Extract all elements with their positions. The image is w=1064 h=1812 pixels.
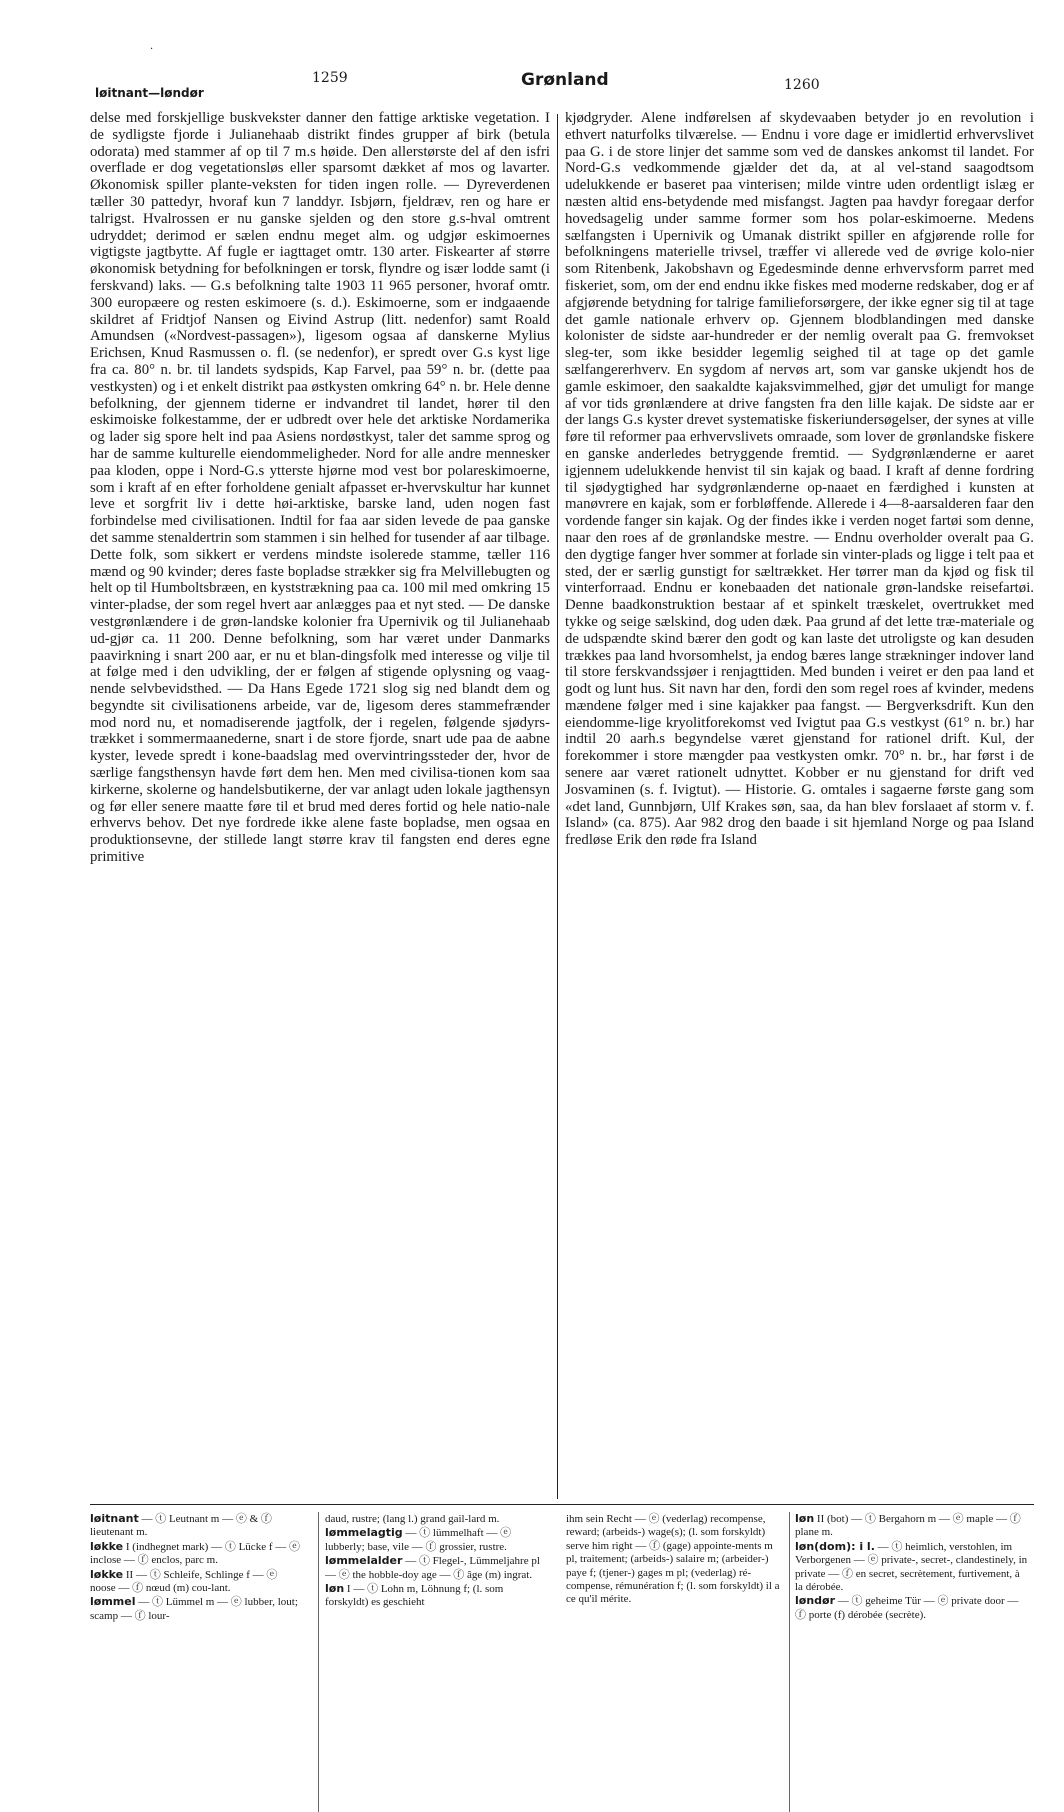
- glossary-entry: lømmelagtig — ⓣ lümmelhaft — ⓔ lubberly; base, vile — ⓕ grossier, rustre.: [325, 1526, 512, 1553]
- article-text-right: kjødgryder. Alene indførelsen af skydevaaben betyder jo en revolution i ethvert naturfolks tilværelse. — Endnu i vore dage er imidlertid erhvervslivet paa G. i de store linjer det samme som ved de danskes ankomst til landet. For Nord-G.s vedkommende gjælder det da, at al vel-stand saagodtsom udelukkende er baseret paa vinterisen; milde vintre uden ordentligt islæg er næsten altid ens-betydende med misfangst. Jagten paa havdyr foregaar derfor hovedsagelig under samme former som hos polar-eskimoerne. Medens sælfangsten i Upernivik og Umanak distrikt spiller en afgjørende rolle for befolkningens materielle trivsel, træffer vi allerede ved de øvrige kolo-nier som Ritenbenk, Jakobshavn og Egedesminde denne erhvervsform parret med fiskeriet, som, om der end endnu ikke fiskes med moderne redskaber, dog er af afgjørende betydning for talrige familieforsørgere, der ikke egner sig til at tage det gamle nationale erhverv op. Gjennem blodblandingen med danske kolonister de sidste aar-hundreder er der nemlig overalt paa G. fremvokset sleg-ter, som ikke besidder legemlig seighed til at tage op det gamle sælfangererhverv. En sygdom af nervøs art, som var ganske ukjendt hos de gamle eskimoer, den saakaldte kajaksvimmelhed, gjør det umuligt for mange af vor tids grønlændere at drive fangsten fra den lille kajak. De sidste aar er der langs G.s kyster drevet systematiske fiskeriundersøgelser, der synes at ville føre til reformer paa erhvervslivets omraade, som lover de grønlandske fiskere en ganske anderledes betryggende fremtid. — Sydgrønlænderne er aaret igjennem udelukkende henvist til sin kajak og baad. I kraft af denne fordring til sjødygtighed har sydgrønlænderne op-naaet en færdighed i kunsten at manøvrere en kajak, som er forbløffende. Allerede i 4—8-aarsalderen faar den vordende fanger sin kajak. Og der findes ikke i verden noget fartøi som denne, naar den roes af de grønlandske mestre. — Endnu overholder overalt paa G. den dygtige fanger hver sommer at forlade sin vinter-plads og ligge i telt paa et sted, der er særlig gunstigt for sæltrækket. Her tørrer man da kjød og fisk til vinterforraad. Endnu er konebaaden det nationale grøn-landske reisefartøi. Denne baadkonstruktion bestaar af et spinkelt træskelet, overtrukket med tykke og seige sælskind, dog uden dæk. Paa grund af det lette træ-materiale og de udspændte skind bærer den godt og kan laste det utroligste og kan desuden trækkes paa land hvorsomhelst, ja endog bæres lange strækninger indover land til store ferskvandssjøer i renjagttiden. Med bunden i veiret er den paa land et godt og lunt hus. Sit navn har den, fordi den som regel roes af kvinder, medens mændene følger med i sine kajakker paa fangst. — Bergverksdrift. Kun den eiendomme-lige kryolitforekomst ved Ivigtut paa G.s vestkyst (61° n. br.) har indtil 20 aarh.s begyndelse været gjenstand for rationel drift. Kul, der forekommer i store mængder paa vestkysten omkr. 70° n. br., har først i de senere aar været rationelt udnyttet. Kobber er nu gjenstand for drift ved Josvaminen (s. f. Ivigtut). — Historie. G. omtales i sagaerne første gang som «det land, Gunnbjørn, Ulf Krakes søn, saa, da han blev forslaaet af storm v. f. Island» (ca. 875). Aar 982 drog den baade i sit hjemland Norge og paa Island fredløse Erik den røde fra Island: [565, 110, 1034, 849]
- glossary-entry: løkke I (indhegnet mark) — ⓣ Lücke f — ⓔ inclose — ⓕ enclos, parc m.: [90, 1539, 300, 1567]
- glossary-entry: løndør — ⓣ geheime Tür — ⓔ private door — ⓕ porte (f) dérobée (secrète).: [795, 1594, 1019, 1621]
- page-number-left: 1259: [312, 70, 348, 86]
- speck-mark: ·: [150, 44, 154, 55]
- glossary-entry: ihm sein Recht — ⓔ (vederlag) recompense, reward; (arbeids-) wage(s); (l. som forskyldt) serve him right — ⓕ (gage) appointe-ments m pl, traitement; (arbeids-) salaire m; (arbeider-) paye f; (tjener-) gages m pl; (vederlag) ré-compense, rémunération f; (l. som forskyldt) il a ce qu'il mérite.: [566, 1513, 780, 1606]
- glossary-column-1: [90, 1512, 300, 1623]
- glossary-entry: daud, rustre; (lang l.) grand gail-lard m.: [325, 1513, 500, 1525]
- glossary-entry: lømmelalder — ⓣ Flegel-, Lümmeljahre pl — ⓔ the hobble-doy age — ⓕ âge (m) ingrat.: [325, 1554, 540, 1581]
- left-column: [90, 110, 550, 1505]
- glossary-entry: løn II (bot) — ⓣ Bergahorn m — ⓔ maple — ⓕ plane m.: [795, 1512, 1021, 1539]
- glossary-column-4: [795, 1512, 1030, 1622]
- glossary-entry: lømmel — ⓣ Lümmel m — ⓔ lubber, lout; scamp — ⓕ lour-: [90, 1595, 298, 1622]
- glossary-entry: løn(dom): i l. — ⓣ heimlich, verstohlen, im Verborgenen — ⓔ private-, secret-, clandestinely, in private — ⓕ en secret, secrètement, furtivement, à la dérobée.: [795, 1539, 1028, 1594]
- footer-divider: [90, 1504, 1034, 1505]
- glossary-column-2: [325, 1512, 545, 1610]
- page-number-right: 1260: [784, 77, 820, 93]
- right-column: [565, 110, 1034, 1505]
- column-divider: [557, 114, 558, 1499]
- article-text-left: delse med forskjellige buskvekster danner den fattige arktiske vegetation. I de sydligste fjorde i Julianehaab distrikt findes grupper af birk (betula odorata) med stammer af op til 7 m.s høide. Den allerstørste del af den isfri overflade er dog vegetationsløs eller sparsomt dækket af mos og lavarter. Økonomisk spiller plante-veksten for tiden ingen rolle. — Dyreverdenen tæller 30 pattedyr, hvoraf kun 7 landdyr. Isbjørn, fjeldræv, ren og hare er talrigst. Hvalrossen er nu ganske sjelden og den store g.s-hval omtrent udryddet; derimod er sælen endnu meget alm. og udgjør eskimoernes vigtigste jagtbytte. Af fugle er iagttaget omtr. 130 arter. Fiskearter af større økonomisk betydning for befolkningen er torsk, flyndre og især lodde samt (i ferskvand) laks. — G.s befolkning talte 1903 11 965 personer, hvoraf omtr. 300 europæere og resten eskimoere (s. d.). Eskimoerne, som er indgaaende skildret af Fridtjof Nansen og Eivind Astrup (litt. nedenfor) samt Roald Amundsen («Nordvest-passagen»), ligesom ogsaa af danskerne Mylius Erichsen, Knud Rasmussen o. fl. (se nedenfor), er spredt over G.s kyst lige fra ca. 80° n. br. til landets sydspids, Kap Farvel, paa 59° n. br. (dette paa vestkysten) og i et enkelt distrikt paa østkysten omkring 64° n. br. Hele denne befolkning, der gjennem tiderne er indvandret til landet, hører til den eskimoiske folkestamme, der er udbredt over hele det arktiske Nordamerika og lader sig spore helt ind paa Asiens nordøstkyst, taler det samme sprog og har de samme kulturelle eiendommeligheder. Nord for alle andre mennesker paa kloden, oppe i Nord-G.s ytterste hjørne mod vest bor polareskimoerne, som i kraft af en efter forholdene genialt afpasset er-hvervskultur har kunnet leve et sorgfrit liv i dette høi-arktiske, barske land, uden nogen fast forbindelse med civilisationen. Indtil for faa aar siden levede de paa ganske det samme stenaldertrin som stammen i sin helhed for tusender af aar tilbage. Dette folk, som sikkert er verdens mindste isolerede stamme, tæller 116 mænd og 90 kvinder; deres faste bopladse strækker sig fra Melvillebugten og helt op til Humboltsbræen, en kyststrækning paa ca. 100 mil med omkring 15 vinter-pladse, der som regel hvert aar anlægges paa et nyt sted. — De danske vestgrønlændere i de grøn-landske kolonier fra Upernivik og til Julianehaab ud-gjør ca. 11 200. Denne befolkning, som har været under Danmarks paavirkning i snart 200 aar, er nu et blan-dingsfolk med interesse og vilje til at følge med i den udvikling, der er følgen af stigende oplysning og vaag-nende selvbevidsthed. — Da Hans Egede 1721 slog sig ned blandt dem og begyndte sit civilisationens arbeide, var de, ligesom deres stammefrænder mod nord nu, et nomadiserende jagtfolk, der i regelen, følgende sjødyrs-trækket i sommermaanederne, snart i de store fjorde, snart ude paa de aabne kyster, levede spredt i kone-baadslag med overvintringssteder der, hvor de særlige fangsthensyn havde ført dem hen. Men med civilisa-tionen kom saa kirkerne, skolerne og handelsbutikerne, der var anlagt uden lokale jagthensyn og før eller senere maatte føre til et brud med deres fortid og hele natio-nale erhvervs behov. Det nye fordrede ikke alene faste bopladse, men ogsaa en produktionsevne, der stillede langt større krav til fangsten end deres egne primitive: [90, 110, 550, 866]
- glossary-entry: løkke II — ⓣ Schleife, Schlinge f — ⓔ noose — ⓕ nœud (m) cou-lant.: [90, 1567, 278, 1595]
- glossary-entry: løn I — ⓣ Lohn m, Löhnung f; (l. som forskyldt) es geschieht: [325, 1582, 504, 1609]
- glossary-column-3: [566, 1512, 781, 1607]
- glossary-entry: løitnant — ⓣ Leutnant m — ⓔ & ⓕ lieutenant m.: [90, 1512, 272, 1539]
- glossary-divider: [318, 1512, 319, 1812]
- glossary-divider: [789, 1512, 790, 1812]
- page-title: Grønland: [521, 70, 609, 90]
- running-head: løitnant—løndør: [95, 86, 204, 100]
